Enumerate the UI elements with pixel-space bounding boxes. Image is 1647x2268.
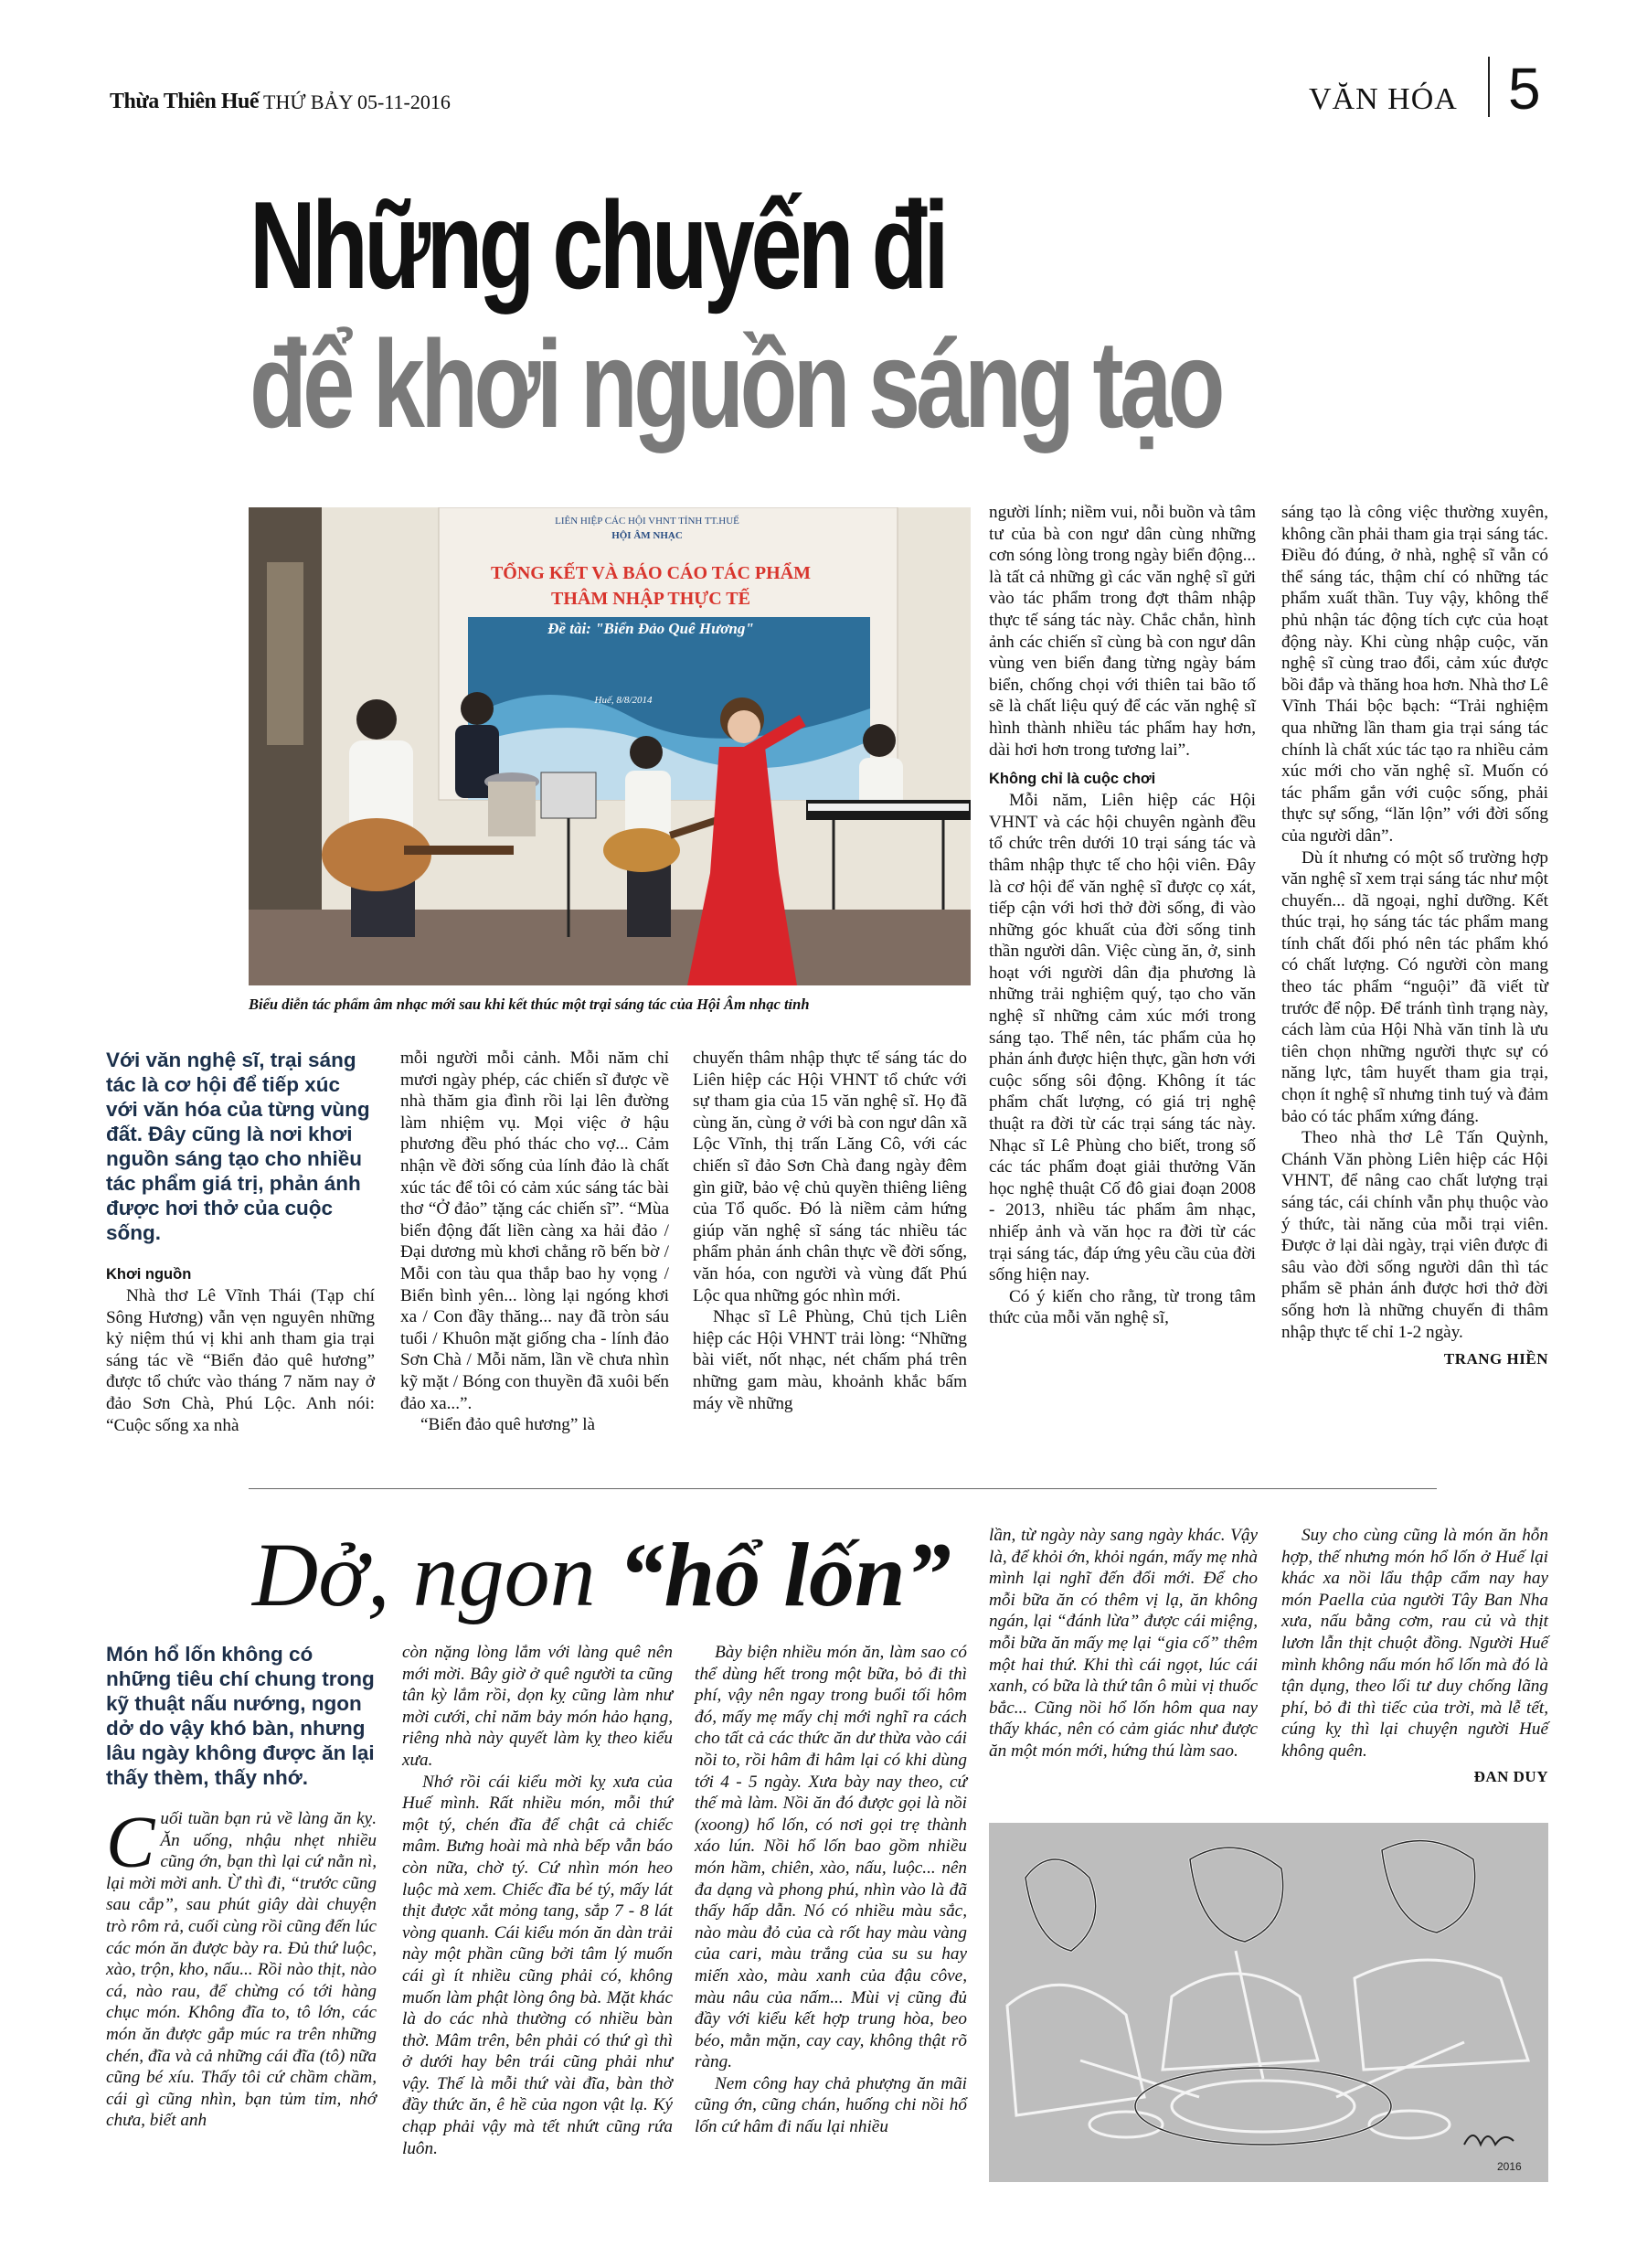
article-separator (249, 1488, 1437, 1489)
article1-paragraph: Có ý kiến cho rằng, từ trong tâm thức của mỗi văn nghệ sĩ, (989, 1286, 1256, 1328)
article2-paragraph: Bày biện nhiều món ăn, làm sao có thể dùng hết trong một bữa, bỏ đi thì phí, vậy nên ngay trong buổi tối hôm đó, mấy mẹ mấy chị mới nghĩ ra cách cho tất cả các thức ăn dư thừa vào cái nồi to, rồi hâm đi hâm lại có khi dùng tới 4 - 5 ngày. Xưa bày nay theo, cứ thế mà làm. Nồi ăn đó được gọi là nồi (xoong) hổ lốn, có nơi gọi trẹ thành xáo lún. Nồi hổ lốn bao gồm nhiều món hầm, chiên, xào, nấu, luộc... nên đa dạng và phong phú, nhìn vào là đã thấy hấp dẫn. Nó có nhiều màu sắc, nào màu đỏ của cà rốt hay màu vàng của cari, màu trắng của su su hay miến xào, màu xanh của đậu côve, màu nâu của nấm... Mùi vị cũng đủ đầy với kiểu kết hợp trung hòa, beo béo, mằn mặn, cay cay, không thật rõ ràng. (695, 1643, 967, 2072)
article2-paragraph: Suy cho cùng cũng là món ăn hỗn hợp, thế nhưng món hổ lốn ở Huế lại khác xa nồi lẩu thập cẩm nay hay món Paella của người Tây Ban Nha xưa, nấu bằng cơm, rau củ và thịt lươn lẫn thịt chuột đồng. Người Huế mình không nấu món hổ lốn mà đó là tận dụng, theo lối tư duy chống lãng phí, bỏ đi thì tiếc của trời, mà lễ tết, cúng kỵ thì lại chuyện người Huế không quên. (1281, 1526, 1548, 1761)
article2-col3 (695, 1642, 967, 2138)
banner-theme: Đề tài: "Biển Đảo Quê Hương" (547, 620, 754, 637)
article2-paragraph: Nem công hay chả phượng ăn mãi cũng ớn, cũng chán, huống chi nồi hổ lốn cứ hâm đi nấu lại nhiều (695, 2073, 967, 2137)
banner-org: LIÊN HIỆP CÁC HỘI VHNT TỈNH TT.HUẾ (555, 516, 739, 527)
article1-paragraph: sáng tạo là công việc thường xuyên, không cần phải tham gia trại sáng tác. Điều đó đúng, ở nhà, nghệ sĩ vẫn có thể sáng tác, thậm chí có những tác phẩm xuất thần. Tuy vậy, không thể phủ nhận tác động tích cực của hoạt động này. Khi cùng nhập cuộc, văn nghệ sĩ cùng trao đổi, cảm xúc được bồi đắp và thăng hoa hơn. Nhà thơ Lê Vĩnh Thái bộc bạch: “Trải nghiệm qua những lần tham gia trại sáng tác chính là chất xúc tác tạo ra nhiều cảm xúc mới cho văn nghệ sĩ. Muốn có tác phẩm gắn với cuộc sống, phải thực sự sống, “lăn lộn” với đời sống của người dân”. (1281, 503, 1548, 846)
article1-col3 (693, 1048, 967, 1414)
issue-date: THỨ BẢY 05-11-2016 (263, 91, 451, 113)
article2-byline: ĐAN DUY (1473, 1767, 1548, 1785)
article2-paragraph: Nhớ rồi cái kiểu mời kỵ xưa của Huế mình. Rất nhiều món, mỗi thứ một tý, chén đĩa để chật cả chiếc mâm. Bưng hoài mà nhà bếp vẫn báo còn nữa, chờ tý. Cứ nhìn món heo luộc mà xem. Chiếc đĩa bé tý, mấy lát thịt được xắt mỏng tang, sắp 7 - 8 lát vòng quanh. Cái kiểu món ăn dàn trải này một phần cũng bởi tâm lý muốn cái gì ít nhiều cũng phải có, không muốn làm phật lòng ông bà. Mặt khác là do các nhà thường có nhiều bàn thờ. Mâm trên, bên phải có thứ gì thì ở dưới hay bên trái cũng phải như vậy. Thế là mỗi thứ vài đĩa, bàn thờ đầy thức ăn, ê hề của ngon vật lạ. Ký chạp phải vậy mà tết nhứt cũng rứa luôn. (402, 1772, 673, 2158)
paper-name: Thừa Thiên Huế (110, 90, 260, 113)
illustration-signature: 2016 (1497, 2160, 1522, 2173)
page-number: 5 (1508, 56, 1541, 122)
article1-paragraph: người lính; niềm vui, nỗi buồn và tâm tư của bà con ngư dân cùng những cơn sóng lòng trong ngày biển động... là tất cả những gì các văn nghệ sĩ gửi vào tác phẩm trong đợt thâm nhập thực tế sáng tác này. Chắc chắn, hình ảnh các chiến sĩ cùng bà con ngư dân vùng ven biển đang từng ngày bám biển, chống chọi với thiên tai bão tố sẽ là chất liệu quý để các văn nghệ sĩ hình thành nhiều tác phẩm hay hơn, dài hơi hơn trong tương lai”. (989, 503, 1256, 760)
article1-paragraph: Mỗi năm, Liên hiệp các Hội VHNT và các hội chuyên ngành đều tổ chức trên dưới 10 trại sáng tác và thâm nhập thực tế cho hội viên. Đây là cơ hội để văn nghệ sĩ được cọ xát, tiếp cận với hơi thở đời sống, đi vào những góc khuất của đời sống tinh thần người dân. Việc cùng ăn, ở, sinh hoạt với người dân địa phương là những trải nghiệm quý, tạo cho văn nghệ sĩ những cảm xúc mới trong sáng tạo. Thế nên, tác phẩm của họ phản ánh được hiện thực, gần hơn với cuộc sống sôi động. Không ít tác phẩm chất lượng, có giá trị nghệ thuật ra đời từ các trại sáng tác này. Nhạc sĩ Lê Phùng cho biết, trong số các tác phẩm đoạt giải thưởng Văn học nghệ thuật Cố đô giai đoạn 2008 - 2013, nhiều tác phẩm âm nhạc, nhiếp ảnh và văn học ra đời từ các trại sáng tác, đáp ứng yêu cầu của đời sống hiện nay. (989, 791, 1256, 1285)
article1-col1 (106, 1263, 375, 1436)
article2-lead: Món hổ lốn không có những tiêu chí chung trong kỹ thuật nấu nướng, ngon dở do vậy khó bàn, nhưng lâu ngày không được ăn lại thấy thèm, thấy nhớ. (106, 1643, 375, 1789)
article1-col4 (989, 502, 1256, 1329)
page-header (110, 56, 1554, 130)
article1-paragraph: Nhạc sĩ Lê Phùng, Chủ tịch Liên hiệp các Hội VHNT trải lòng: “Những bài viết, nốt nhạc, nét chấm phá trên những gam màu, khoảnh khắc bấm máy về những (693, 1307, 967, 1413)
article2-paragraph-text: uối tuần bạn rủ về làng ăn kỵ. Ăn uống, nhậu nhẹt nhiều cũng ớn, bạn thì lại cứ nằn nì, lại mời mời anh. Ừ thì đi, “trước cũng sau cắp”, sau phút giây dài chuyện trò rôm rả, cuối cùng rồi cũng đến lúc các món ăn được bày ra. Đủ thứ luộc, xào, trộn, kho, nấu... Rồi nào thịt, nào cá, nào rau, để chừng có tới hàng chục món. Không đĩa to, tô lớn, các món ăn được gắp múc ra trên những chén, đĩa và cả những cái đĩa (tô) nữa cũng bé xíu. Thấy tôi cứ chầm chầm, cái gì cũng nhìn, bạn tủm tỉm, nhớ chưa, biết anh (106, 1809, 377, 2131)
article2-col2 (402, 1642, 673, 2159)
article2-col5 (1281, 1525, 1548, 1787)
banner-place: Huế, 8/8/2014 (594, 695, 653, 706)
banner-title1: TỔNG KẾT VÀ BÁO CÁO TÁC PHẨM (490, 563, 812, 583)
article2-col1 (106, 1803, 377, 2132)
article1-paragraph: Dù ít nhưng có một số trường hợp văn nghệ sĩ xem trại sáng tác như một chuyến... dã ngoại, nghỉ dưỡng. Kết thúc trại, họ sáng tác tác phẩm mang tính chất đối phó nên tác phẩm khó có chất lượng. Có người còn mang theo tác phẩm “nguội” đã viết từ trước để nộp. Để tránh tình trạng này, cách làm của Hội Nhà văn tỉnh là ưu tiên chọn những người thực sự có năng lực, tâm huyết tham gia trại, chọn ít nghệ sĩ nhưng tinh tuý và đảm bảo có tác phẩm xứng đáng. (1281, 847, 1548, 1126)
family-meal-illustration (989, 1823, 1548, 2182)
article2-paragraph: còn nặng lòng lắm với làng quê nên mới mời. Bây giờ ở quê người ta cũng tân kỳ lắm rồi, dọn kỵ cũng làm như mời cưới, chỉ năm bảy món hảo hạng, riêng nhà này quyết làm kỵ theo kiểu xưa. (402, 1643, 673, 1770)
header-divider (1488, 57, 1490, 117)
article1-paragraph: Nhà thơ Lê Vĩnh Thái (Tạp chí Sông Hương) vẫn vẹn nguyên những kỷ niệm thú vị khi anh tham gia trại sáng tác về “Biển đảo quê hương” được tổ chức vào tháng 7 năm nay ở đảo Sơn Chà, Phú Lộc. Anh nói: “Cuộc sống xa nhà (106, 1286, 375, 1435)
article1-headline-line2: để khơi nguồn sáng tạo (250, 314, 1221, 453)
article2-headline (252, 1525, 951, 1625)
banner-assoc: HỘI ÂM NHẠC (611, 530, 683, 541)
article1-paragraph: chuyến thâm nhập thực tế sáng tác do Liên hiệp các Hội VHNT tổ chức với sự tham gia của 15 văn nghệ sĩ. Họ đã cùng ăn, cùng ở với bà con ngư dân xã Lộc Vĩnh, thị trấn Lăng Cô, với các chiến sĩ đảo Sơn Chà đang ngày đêm gìn giữ, bảo vệ chủ quyền thiêng liêng của Tổ quốc. Đó là niềm cảm hứng giúp văn nghệ sĩ sáng tác nhiều tác phẩm phản ánh chân thực về đời sống, văn hóa, con người và vùng đất Phú Lộc qua những góc nhìn mới. (693, 1049, 967, 1305)
article2-paragraph (106, 1803, 377, 2132)
photo-caption: Biểu diễn tác phẩm âm nhạc mới sau khi kết thúc một trại sáng tác của Hội Âm nhạc tỉnh (249, 996, 810, 1013)
article2-paragraph: lần, từ ngày này sang ngày khác. Vậy là, để khỏi ớn, khỏi ngán, mấy mẹ nhà mình lại nghĩ đến đổi mới. Để cho mỗi bữa ăn có thêm vị lạ, ăn không ngán, lại “đánh lừa” được cái miệng, mỗi bữa ăn mấy mẹ lại “gia cố” thêm một hai thứ. Khi thì cái ngọt, lúc cái xanh, có bữa là thứ tân ô mùi vị thuốc bắc... Cũng nồi hổ lốn hôm qua nay thấy khác, nên có cảm giác như được ăn một món mới, hứng thú làm sao. (989, 1526, 1258, 1761)
article2-dropcap: C (106, 1803, 155, 1883)
article1-paragraph: “Biển đảo quê hương” là (420, 1415, 596, 1435)
article1-byline: TRANG HIỀN (1443, 1350, 1548, 1368)
article1-col5 (1281, 502, 1548, 1370)
article1-paragraph: mỗi người mỗi cảnh. Mỗi năm chỉ mươi ngày phép, các chiến sĩ được về nhà thăm gia đình rồi lại lên đường làm nhiệm vụ. Mọi việc ở hậu phương đều phó thác cho vợ... Cảm nhận về đời sống của lính đảo là chất xúc tác để tôi có cảm xúc sáng tác bài thơ “Ở đảo” tặng các chiến sĩ”. “Mùa biển động đất liền càng xa hải đảo / Đại dương mù khơi chẳng rõ bến bờ / Mỗi con tàu qua thắp bao hy vọng / Biển bình yên... lòng lại ngóng khơi xa / Con đầy thăng... nay đã tròn sáu tuổi / Khuôn mặt giống cha - lính đảo Sơn Chà / Mỗi năm, lần về chưa nhìn kỹ mặt / Bóng con thuyền đã xuôi bến đảo xa...”. (400, 1049, 669, 1413)
article1-headline-line1: Những chuyến đi (250, 176, 946, 314)
section-name: VĂN HÓA (1309, 82, 1458, 116)
subhead-khoi-nguon: Khơi nguồn (106, 1266, 192, 1283)
article1-col2 (400, 1048, 669, 1436)
concert-photo (249, 507, 971, 985)
article1-paragraph: Theo nhà thơ Lê Tấn Quỳnh, Chánh Văn phòng Liên hiệp các Hội VHNT, để nâng cao chất lượng trại sáng tác, cái chính vẫn phụ thuộc vào ý thức, tài năng của mỗi trại viên. Được ở lại dài ngày, trại viên được đi sâu vào đời sống người dân thì tác phẩm sẽ phản ánh được hơi thở đời sống hơn là những chuyến đi thâm nhập thực tế chỉ 1-2 ngày. (1281, 1128, 1548, 1342)
article2-headline-quote: “hổ lốn” (618, 1524, 951, 1625)
subhead-khong-chi-la-cuoc-choi: Không chỉ là cuộc chơi (989, 771, 1156, 788)
article2-col4 (989, 1525, 1258, 1762)
banner-title2: THÂM NHẬP THỰC TẾ (551, 589, 750, 609)
article1-lead: Với văn nghệ sĩ, trại sáng tác là cơ hội để tiếp xúc với văn hóa của từng vùng đất. Đây cũng là nơi khơi nguồn sáng tạo cho nhiều tác phẩm giá trị, phản ánh được hơi thở của cuộc sống. (106, 1049, 370, 1244)
article2-headline-plain: Dở, ngon (252, 1524, 619, 1625)
